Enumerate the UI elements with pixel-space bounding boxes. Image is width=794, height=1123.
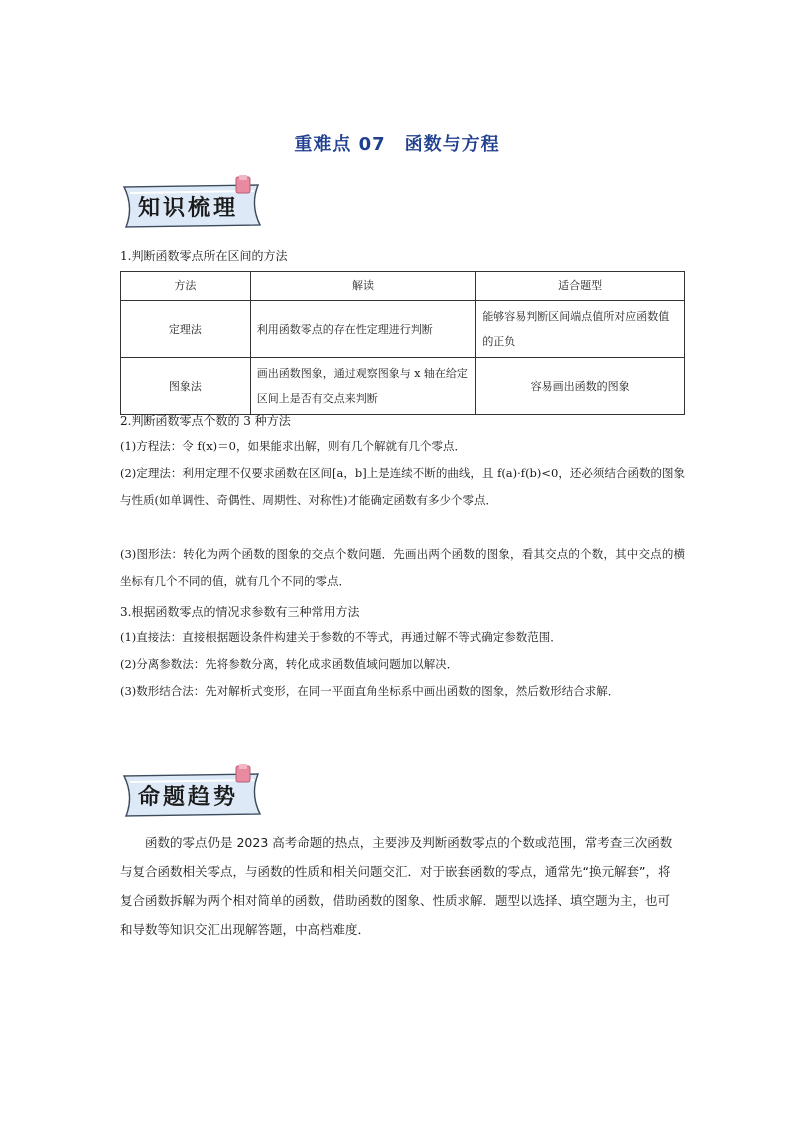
section-3-heading: 3.根据函数零点的情况求参数有三种常用方法 bbox=[120, 605, 360, 619]
table-cell: 定理法 bbox=[121, 301, 251, 358]
methods-table bbox=[120, 271, 685, 415]
table-header: 适合题型 bbox=[476, 272, 685, 301]
table-cell: 能够容易判断区间端点值所对应函数值的正负 bbox=[476, 301, 685, 358]
page-title: 重难点 07 函数与方程 bbox=[294, 134, 500, 155]
table-cell: 利用函数零点的存在性定理进行判断 bbox=[250, 301, 476, 358]
s2-item-3: (3)图形法：转化为两个函数的图象的交点个数问题．先画出两个函数的图象，看其交点的个数，其中交点的横坐标有几个不同的值，就有几个不同的零点． bbox=[120, 547, 685, 588]
s2-item-1: (1)方程法：令 f(x)＝0，如果能求出解，则有几个解就有几个零点． bbox=[120, 439, 466, 453]
table-row bbox=[121, 301, 685, 358]
table-row bbox=[121, 358, 685, 415]
s3-item-2: (2)分离参数法：先将参数分离，转化成求函数值域问题加以解决． bbox=[120, 657, 459, 671]
trend-badge bbox=[118, 764, 268, 824]
table-cell: 画出函数图象，通过观察图象与 x 轴在给定区间上是否有交点来判断 bbox=[250, 358, 476, 415]
knowledge-badge-label: 知识梳理 bbox=[138, 196, 239, 221]
s3-item-3: (3)数形结合法：先对解析式变形，在同一平面直角坐标系中画出函数的图象，然后数形结合求解． bbox=[120, 684, 620, 698]
trend-paragraph: 函数的零点仍是 2023 高考命题的热点，主要涉及判断函数零点的个数或范围，常考查三次函数与复合函数相关零点，与函数的性质和相关问题交汇．对于嵌套函数的零点，通常先“换元解套”，将复合函数拆解为两个相对简单的函数，借助函数的图象、性质求解．题型以选择、填空题为主，也可和导数等知识交汇出现解答题，中高档难度． bbox=[120, 835, 673, 937]
table-cell: 图象法 bbox=[121, 358, 251, 415]
trend-badge-label: 命题趋势 bbox=[138, 785, 239, 810]
table-cell: 容易画出函数的图象 bbox=[476, 358, 685, 415]
table-header: 解读 bbox=[250, 272, 476, 301]
table-header-row bbox=[121, 272, 685, 301]
table-header: 方法 bbox=[121, 272, 251, 301]
s2-item-2: (2)定理法：利用定理不仅要求函数在区间[a，b]上是连续不断的曲线，且 f(a)·f(b)<0，还必须结合函数的图象与性质(如单调性、奇偶性、周期性、对称性)才能确定函数有多少个零点． bbox=[120, 466, 685, 507]
knowledge-badge bbox=[118, 175, 268, 235]
section-1-heading: 1.判断函数零点所在区间的方法 bbox=[120, 249, 288, 263]
s3-item-1: (1)直接法：直接根据题设条件构建关于参数的不等式，再通过解不等式确定参数范围． bbox=[120, 630, 562, 644]
section-2-heading: 2.判断函数零点个数的 3 种方法 bbox=[120, 414, 291, 428]
